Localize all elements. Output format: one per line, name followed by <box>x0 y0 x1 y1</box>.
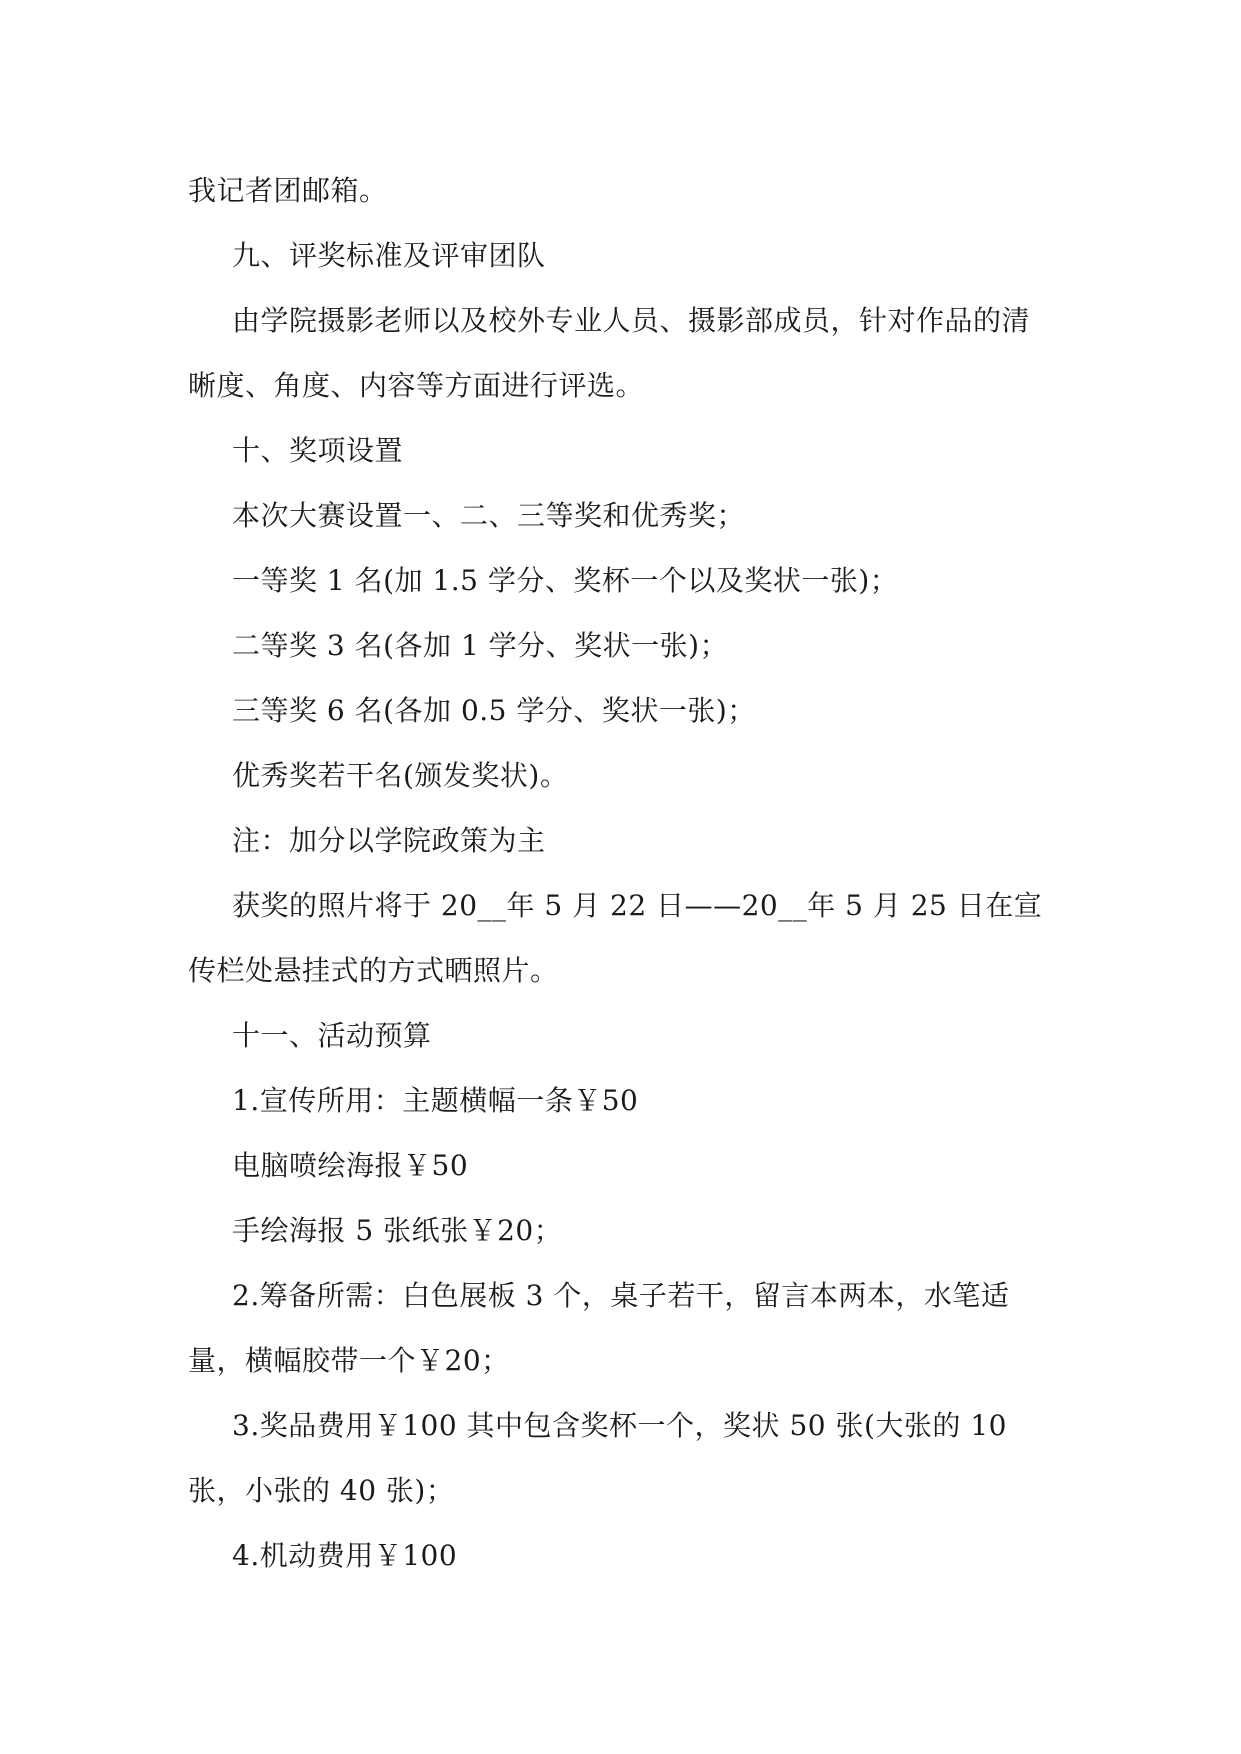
section-heading-awards: 十、奖项设置 <box>232 434 404 467</box>
paragraph-budget-poster-print: 电脑喷绘海报￥50 <box>232 1149 469 1182</box>
paragraph-note: 注：加分以学院政策为主 <box>232 824 546 857</box>
document-body <box>188 158 1058 1588</box>
paragraph-budget-preparation: 2.筹备所需：白色展板 3 个，桌子若干，留言本两本，水笔适量，横幅胶带一个￥20； <box>188 1279 1010 1377</box>
paragraph-budget-promotion: 1.宣传所用：主题横幅一条￥50 <box>232 1084 639 1117</box>
paragraph-excellence-prize: 优秀奖若干名(颁发奖状)。 <box>232 759 569 792</box>
section-heading-judging: 九、评奖标准及评审团队 <box>232 239 546 272</box>
paragraph-exhibition: 获奖的照片将于 20__年 5 月 22 日——20__年 5 月 25 日在宣传栏处悬挂式的方式晒照片。 <box>188 889 1043 987</box>
section-heading-budget: 十一、活动预算 <box>232 1019 432 1052</box>
paragraph-judging-criteria: 由学院摄影老师以及校外专业人员、摄影部成员，针对作品的清晰度、角度、内容等方面进行评选。 <box>188 304 1031 402</box>
paragraph-budget-poster-hand: 手绘海报 5 张纸张￥20； <box>232 1214 563 1247</box>
paragraph-first-prize: 一等奖 1 名(加 1.5 学分、奖杯一个以及奖状一张)； <box>232 564 899 597</box>
paragraph-awards-overview: 本次大赛设置一、二、三等奖和优秀奖； <box>232 499 746 532</box>
paragraph-email-note: 我记者团邮箱。 <box>188 174 388 207</box>
paragraph-third-prize: 三等奖 6 名(各加 0.5 学分、奖状一张)； <box>232 694 756 727</box>
paragraph-budget-contingency: 4.机动费用￥100 <box>232 1539 458 1572</box>
paragraph-second-prize: 二等奖 3 名(各加 1 学分、奖状一张)； <box>232 629 729 662</box>
paragraph-budget-prizes: 3.奖品费用￥100 其中包含奖杯一个，奖状 50 张(大张的 10 张，小张的 40 张)； <box>188 1409 1007 1507</box>
